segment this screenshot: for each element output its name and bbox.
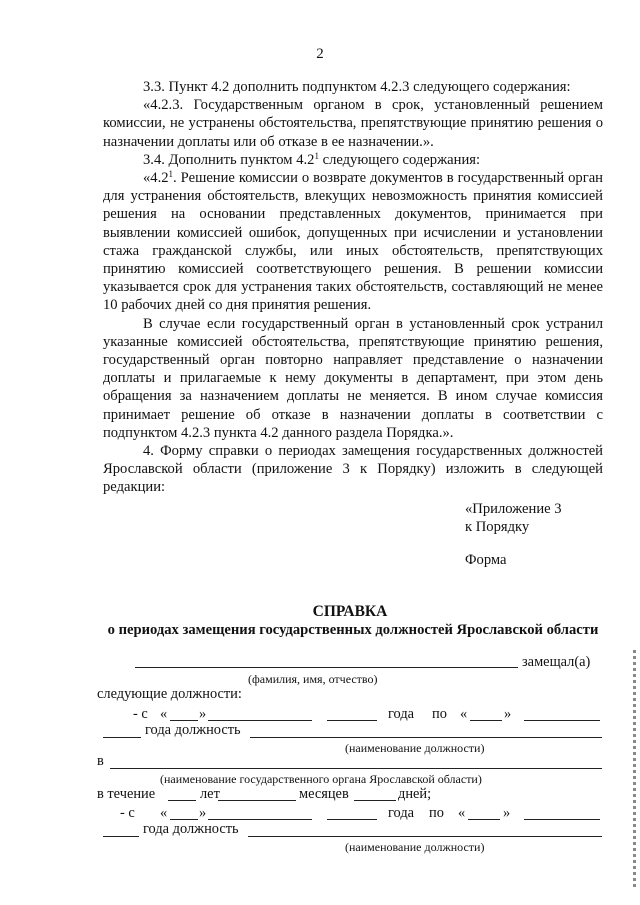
appendix-line-1: «Приложение 3 <box>465 501 562 517</box>
organ-line <box>110 768 602 769</box>
position-hint: (наименование должности) <box>345 741 485 755</box>
position-line-2 <box>248 836 602 837</box>
v-techenie-label: в течение <box>97 786 156 802</box>
quote-open-4: « <box>458 805 466 821</box>
organ-hint: (наименование государственного органа Ярославской области) <box>160 772 482 786</box>
position-hint-2: (наименование должности) <box>345 840 485 854</box>
goda-dolzhnost-label-2: года должность <box>143 821 239 837</box>
sleduyushchie-label: следующие должности: <box>97 686 242 702</box>
dney-label: дней; <box>398 786 432 802</box>
day-line-2 <box>470 720 502 721</box>
goda-label-2: года <box>388 805 415 821</box>
year-line-3 <box>327 819 377 820</box>
paragraph-4: 4. Форму справки о периодах замещения государственных должностей Ярославской области (приложение 3 к Порядку) изложить в следующей редакции: <box>103 443 603 496</box>
v-label: в <box>97 753 104 769</box>
paragraph-v-sluchae: В случае если государственный орган в установленный срок устранил указанные комиссией обстоятельства, препятствующие принятию решения, государственный орган повторно направляет представление о назначении доплаты и прилагаемые к нему документы в департамент, при этом день обращения за назначением доплаты не меняется. В ином случае комиссия принимает решение об отказе в назначении доплаты в соответствии с подпунктом 4.2.3 пункта 4.2 данного раздела Порядка.». <box>103 315 603 441</box>
quote-open: « <box>160 706 168 722</box>
superscript: 1 <box>168 169 174 180</box>
zameshchal-label: замещал(а) <box>522 654 591 670</box>
year-line-4 <box>103 836 139 837</box>
mesyacev-label: месяцев <box>299 786 349 802</box>
scan-edge-mark <box>633 650 636 890</box>
paragraph-4-2-1-start: «4.2 <box>143 170 169 187</box>
appendix-header <box>465 500 562 536</box>
po-label-2: по <box>429 805 444 821</box>
month-line <box>208 720 312 721</box>
from-label-2: - с <box>120 805 135 821</box>
years-count-line <box>168 800 196 801</box>
form-label: Форма <box>465 552 507 568</box>
month-line-3 <box>208 819 312 820</box>
year-line <box>327 720 377 721</box>
paragraph-4-2-1 <box>103 169 603 315</box>
superscript: 1 <box>314 150 319 161</box>
form-subtitle: о периодах замещения государственных должностей Ярославской области <box>107 622 599 638</box>
day-line <box>170 720 198 721</box>
fio-line <box>135 667 518 668</box>
paragraph-3-4-text: 3.4. Дополнить пунктом 4.2 <box>143 151 315 168</box>
form-title: СПРАВКА <box>312 603 388 620</box>
paragraph-4-2-3: «4.2.3. Государственным органом в срок, установленный решением комиссии, не устранены обстоятельства, препятствующие принятию решения о назначении доплаты или об отказе в ее назначении.». <box>103 97 603 150</box>
quote-close-2: » <box>504 706 512 722</box>
month-line-2 <box>524 720 600 721</box>
document-body <box>103 78 603 497</box>
months-count-line <box>218 800 296 801</box>
day-line-3 <box>170 819 198 820</box>
paragraph-3-4 <box>103 151 603 169</box>
position-line <box>250 737 602 738</box>
fio-hint: (фамилия, имя, отчество) <box>248 672 378 686</box>
quote-close: » <box>199 706 207 722</box>
quote-close-3: » <box>199 805 207 821</box>
month-line-4 <box>524 819 600 820</box>
goda-label: года <box>388 706 415 722</box>
quote-open-3: « <box>160 805 168 821</box>
let-label: лет <box>200 786 220 802</box>
quote-open-2: « <box>460 706 468 722</box>
paragraph-3-3: 3.3. Пункт 4.2 дополнить подпунктом 4.2.3 следующего содержания: <box>143 79 571 95</box>
from-label: - с <box>133 706 148 722</box>
paragraph-4-2-1-text: . Решение комиссии о возврате документов в государственный орган для устранения обстоятельств, влекущих невозможность принятия комиссией решения на основании представленных документов, принимается при выявлении комиссией ошибок, допущенных при исчислении и установлении стажа гражданской службы, или иных обстоятельств, препятствующих принятию комиссией соответствующего решения. В решении комиссии указывается срок для устранения таких обстоятельств, составляющий не менее 10 рабочих дней со дня принятия решения. <box>103 170 603 314</box>
po-label: по <box>432 706 447 722</box>
page-number: 2 <box>316 46 324 62</box>
days-count-line <box>354 800 396 801</box>
paragraph-3-4-text-end: следующего содержания: <box>318 151 481 168</box>
quote-close-4: » <box>503 805 511 821</box>
day-line-4 <box>468 819 500 820</box>
year-line-2 <box>103 737 141 738</box>
appendix-line-2: к Порядку <box>465 519 530 535</box>
goda-dolzhnost-label: года должность <box>145 722 241 738</box>
